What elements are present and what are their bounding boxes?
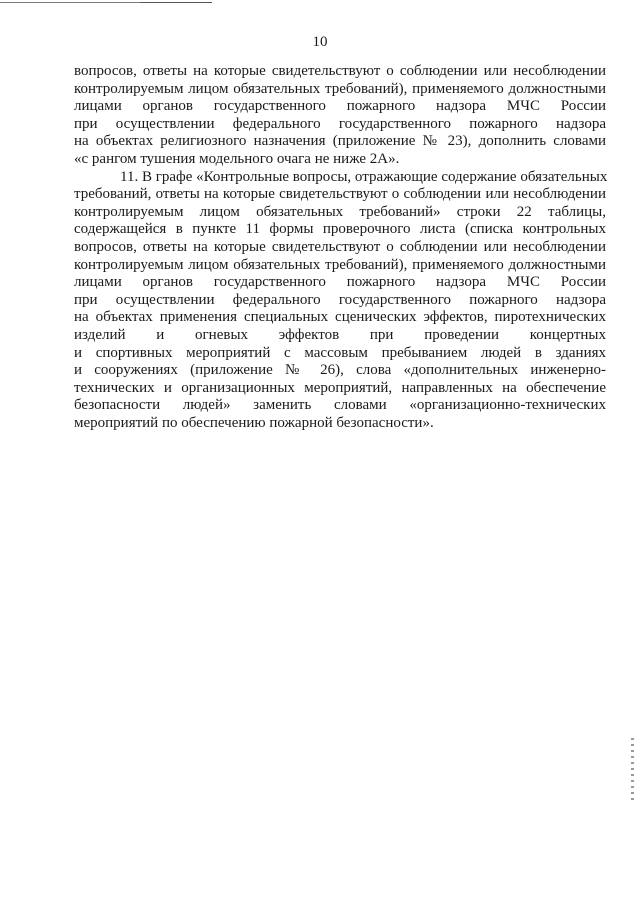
text-line: 11. В графе «Контрольные вопросы, отражающие содержание обязательных [120,168,608,185]
scan-edge-marks [631,738,634,800]
text-line: контролируемым лицом обязательных требований» строки 22 таблицы, [74,203,606,220]
text-line: и спортивных мероприятий с массовым пребыванием людей в зданиях [74,344,606,361]
document-body [74,63,606,432]
page-number: 10 [312,34,328,50]
text-line: при осуществлении федерального государственного пожарного надзора [74,291,606,308]
text-line: мероприятий по обеспечению пожарной безопасности». [74,414,434,431]
text-line: лицами органов государственного пожарного надзора МЧС России [74,98,606,115]
text-line: «с рангом тушения модельного очага не ниже 2А». [74,150,400,167]
text-line: технических и организационных мероприятий, направленных на обеспечение [74,379,606,396]
text-line: вопросов, ответы на которые свидетельствуют о соблюдении или несоблюдении [74,238,606,255]
text-line: на объектах применения специальных сценических эффектов, пиротехнических [74,309,606,326]
text-line: контролируемым лицом обязательных требований), применяемого должностными [74,256,606,273]
paragraph-item-11 [74,169,606,433]
text-line: контролируемым лицом обязательных требований), применяемого должностными [74,80,606,97]
text-line: при осуществлении федерального государственного пожарного надзора [74,115,606,132]
paragraph-continuation [74,63,606,169]
text-line: требований, ответы на которые свидетельствуют о соблюдении или несоблюдении [74,186,606,203]
text-line: лицами органов государственного пожарного надзора МЧС России [74,274,606,291]
text-line: на объектах религиозного назначения (приложение № 23), дополнить словами [74,133,606,150]
text-line: и сооружениях (приложение № 26), слова «дополнительных инженерно- [74,362,606,379]
text-line: содержащейся в пункте 11 формы проверочного листа (списка контрольных [74,221,606,238]
header-rule-accent [140,2,212,3]
text-line: изделий и огневых эффектов при проведении концертных [74,326,606,343]
text-line: безопасности людей» заменить словами «организационно-технических [74,397,606,414]
text-line: вопросов, ответы на которые свидетельствуют о соблюдении или несоблюдении [74,63,606,79]
